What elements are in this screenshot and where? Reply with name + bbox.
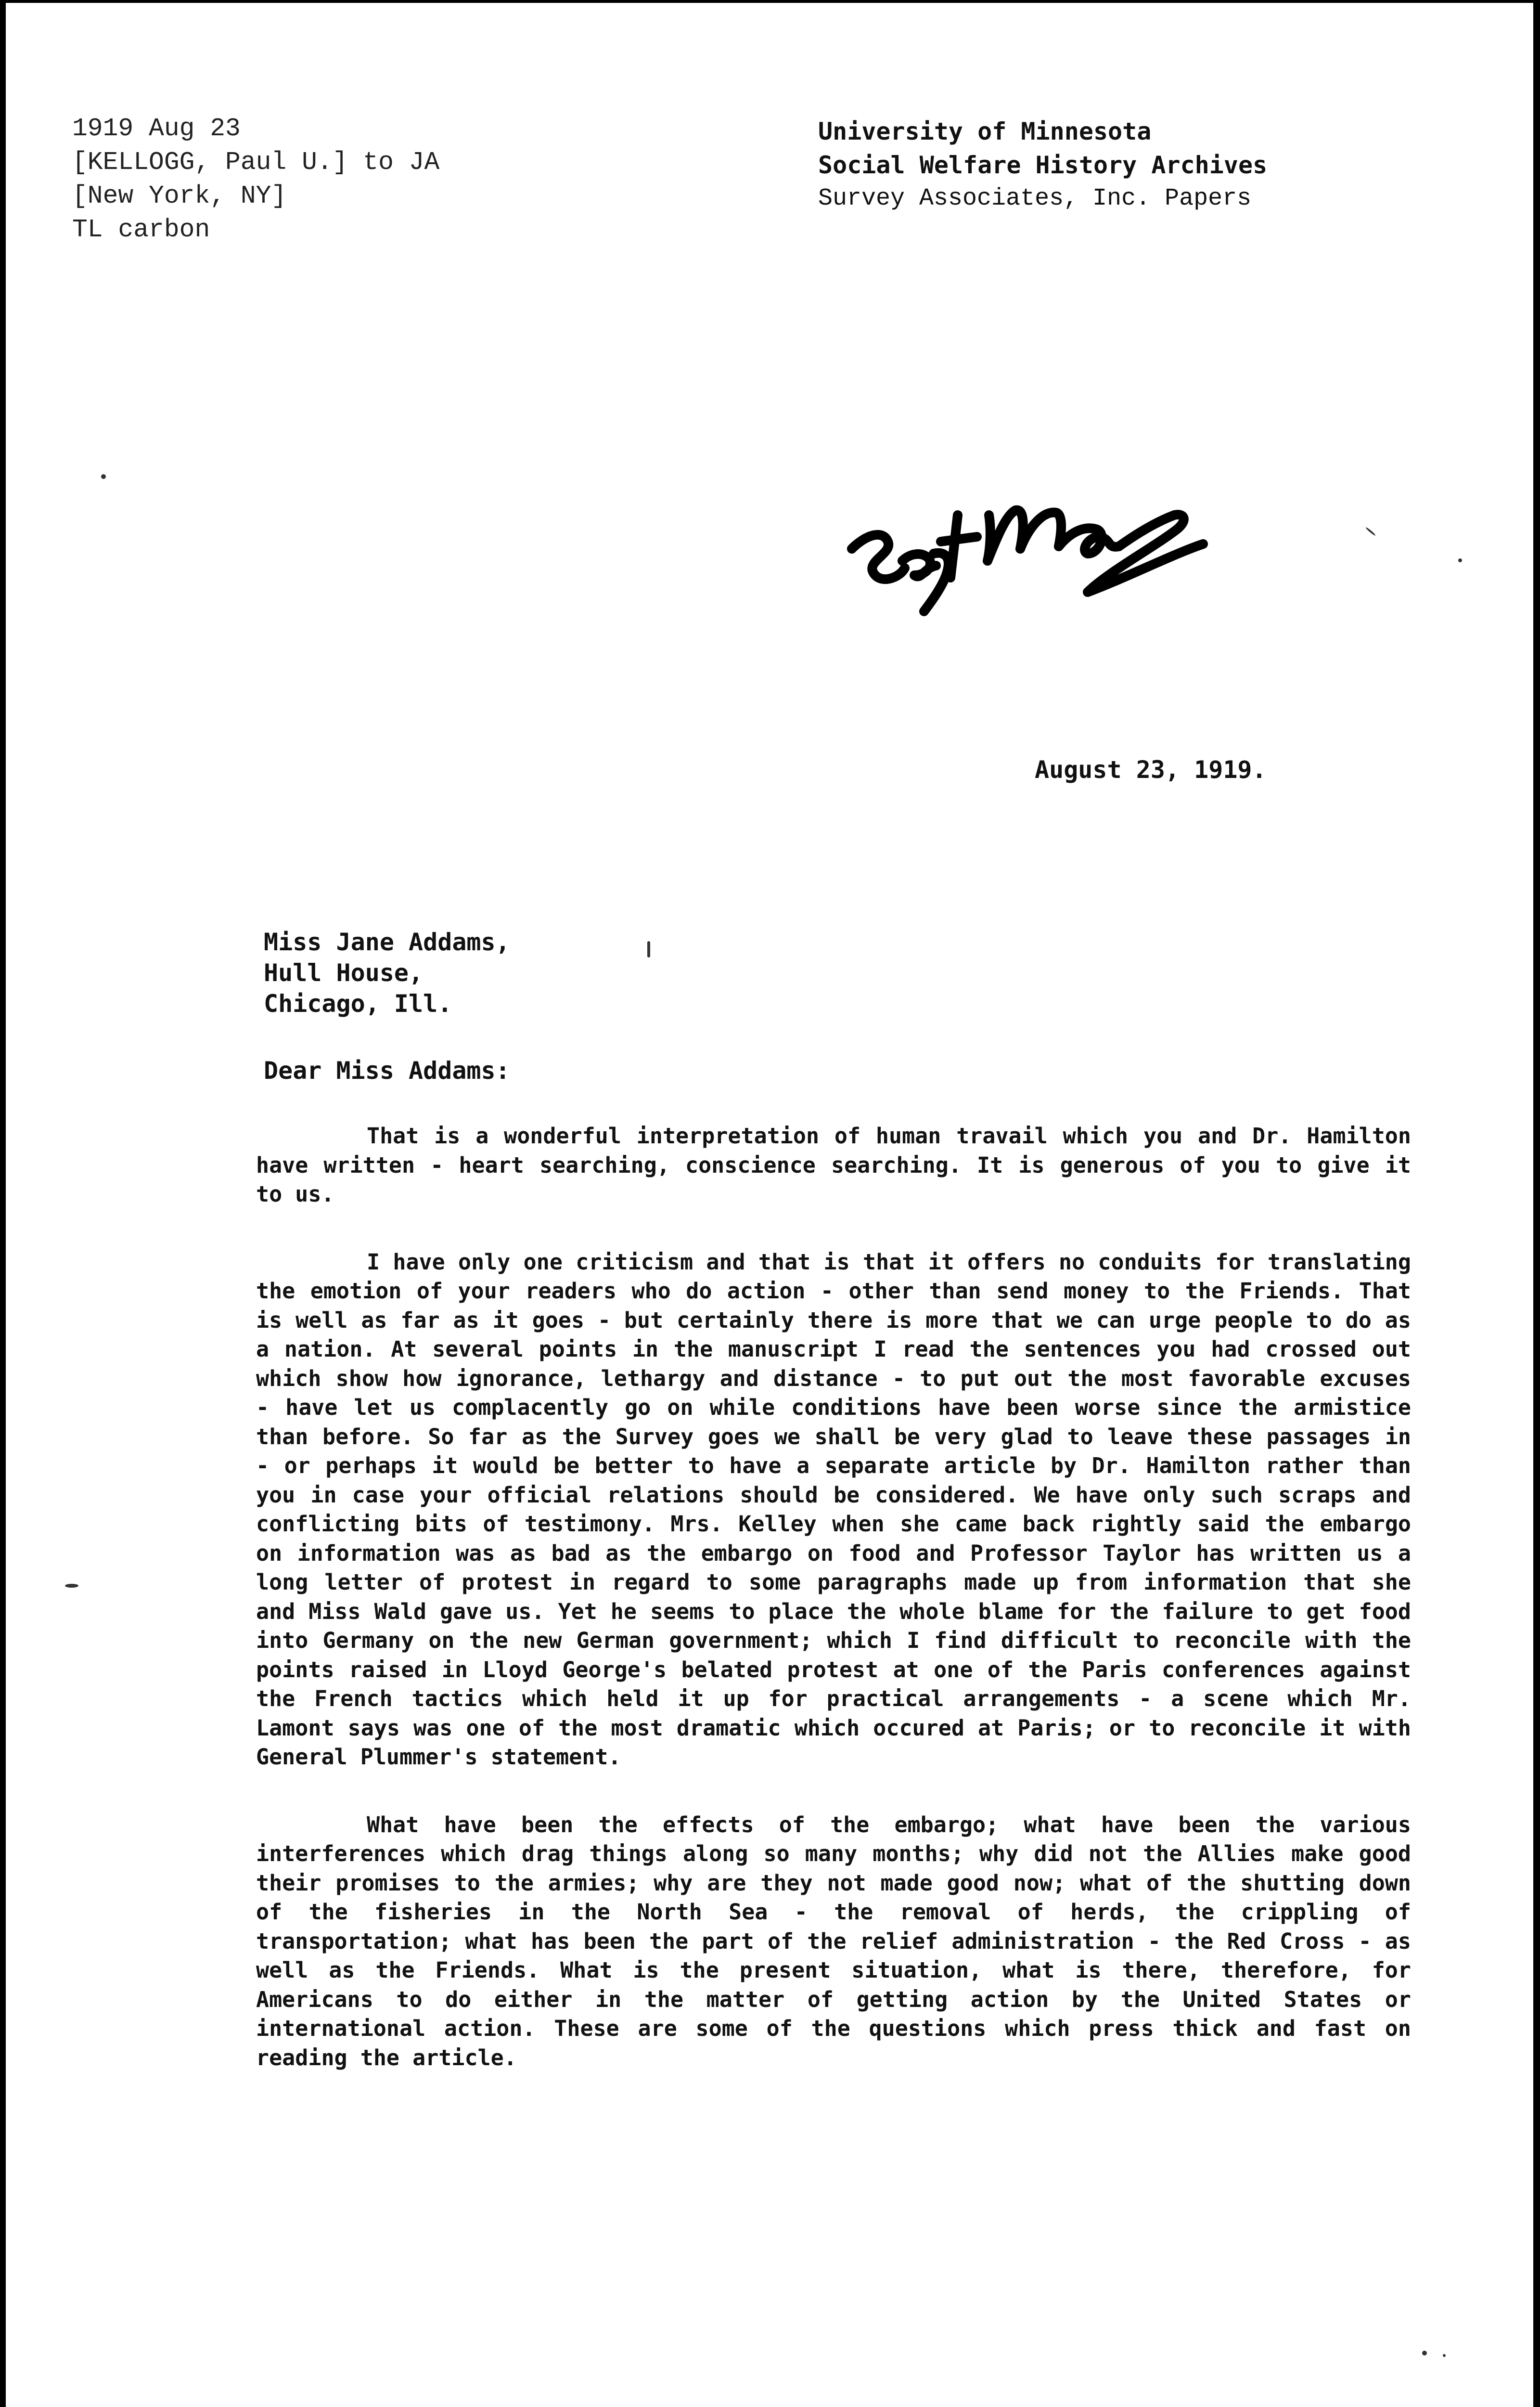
paragraph-1: That is a wonderful interpretation of human travail which you and Dr. Hamilton have written - heart searching, conscience searching. It is generous of you to give it to us. <box>256 1123 1411 1207</box>
scan-speck <box>65 1584 78 1588</box>
scan-speck <box>101 474 106 479</box>
addressee-line2: Hull House, <box>264 959 424 987</box>
scan-speck <box>1443 2354 1446 2357</box>
paragraph-2: I have only one criticism and that is that it offers no conduits for translating the emotion of your readers who do action - other than send money to the Friends. That is well as far as it goes - but certainly there is more that we can urge people to do as a nation. At several points in the manuscript I read the sentences you had crossed out which show how ignorance, lethargy and distance - to put out the most favorable excuses - have let us complacently go on while conditions have been worse since the armistice than before. So far as the Survey goes we shall be very glad to leave these passages in - or perhaps it would be better to have a separate article by Dr. Hamilton rather than you in case your official relations should be considered. We have only such scraps and conflicting bits of testimony. Mrs. Kelley when she came back rightly said the embargo on information was as bad as the embargo on food and Professor Taylor has written us a long letter of protest in regard to some paragraphs made up from information that she and Miss Wald gave us. Yet he seems to place the whole blame for the failure to get food into Germany on the new German government; which I find difficult to reconcile with the points raised in Lloyd George's belated protest at one of the Paris conferences against the French tactics which held it up for practical arrangements - a scene which Mr. Lamont says was one of the most dramatic which occured at Paris; or to reconcile it with General Plummer's statement. <box>256 1249 1411 1770</box>
addressee-name: Miss Jane Addams, <box>264 928 510 956</box>
paragraph-3: What have been the effects of the embargo; what have been the various interferences which drag things along so many months; why did not the Allies make good their promises to the armies; why are they not made good now; what of the shutting down of the fisheries in the North Sea - the removal of herds, the crippling of transportation; what has been the part of the relief administration - the Red Cross - as well as the Friends. What is the present situation, what is there, therefore, for Americans to do either in the matter of getting action by the United States or international action. These are some of the questions which press thick and fast on reading the article. <box>256 1812 1411 2071</box>
letter-body <box>256 1122 1411 2111</box>
inside-address <box>264 927 510 1019</box>
repository-collection: Survey Associates, Inc. Papers <box>818 185 1252 212</box>
repository-archive: Social Welfare History Archives <box>818 151 1268 179</box>
citation-correspondents: [KELLOGG, Paul U.] to JA <box>72 148 440 177</box>
citation-format: TL carbon <box>72 215 210 244</box>
archive-citation <box>72 112 439 246</box>
citation-date: 1919 Aug 23 <box>72 114 241 143</box>
scan-speck <box>1422 2351 1427 2355</box>
repository-institution: University of Minnesota <box>818 117 1152 145</box>
salutation: Dear Miss Addams: <box>264 1057 510 1085</box>
handwritten-annotation <box>837 457 1270 626</box>
scan-speck <box>1458 558 1462 562</box>
letter-date: August 23, 1919. <box>1035 756 1267 784</box>
scan-speck <box>647 941 650 958</box>
citation-place: [New York, NY] <box>72 181 287 210</box>
addressee-line3: Chicago, Ill. <box>264 990 452 1018</box>
scan-speck <box>1365 527 1376 536</box>
repository-stamp <box>818 115 1267 216</box>
